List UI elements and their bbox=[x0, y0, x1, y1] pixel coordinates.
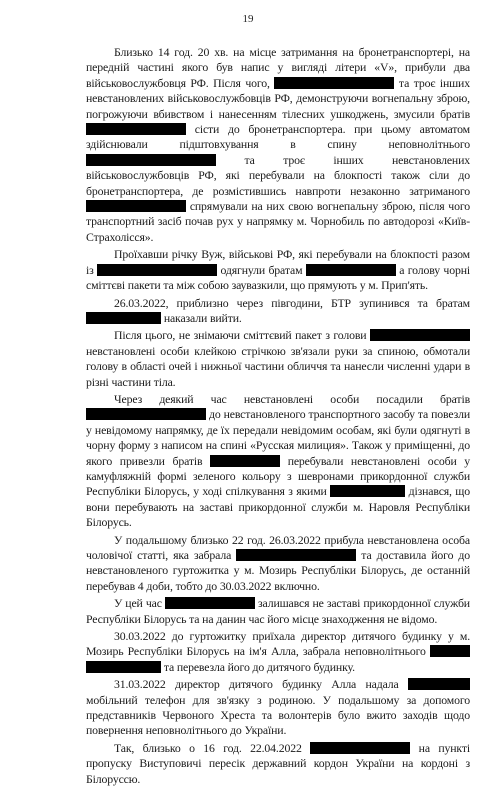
paragraph-5 bbox=[86, 392, 470, 531]
paragraph-7 bbox=[86, 596, 470, 627]
redaction-block bbox=[86, 408, 206, 420]
paragraph-text: залишався не заставі прикордонної служби Республіки Білорусь та на данин час його місце знаходження не відомо. bbox=[86, 596, 470, 626]
redaction-block bbox=[97, 264, 217, 276]
paragraph-text: та перевезла його до дитячого будинку. bbox=[163, 659, 355, 674]
paragraph-10 bbox=[86, 741, 470, 787]
redaction-block bbox=[165, 597, 255, 609]
paragraph-text: сісти до бронетранспортера. при цьому автоматом здійснювали підштовхування в спину неповнолітнього bbox=[86, 122, 470, 152]
paragraph-text: та троє інших невстановлених військовослужбовців РФ, демонструючи вогнепальну зброю, погрожуючи вбивством і нанесенням тілесних ушкоджень, змусили братів bbox=[86, 75, 470, 121]
redaction-block bbox=[310, 742, 410, 754]
paragraph-text: 26.03.2022, приблизно через півгодини, БТР зупинився та братам bbox=[114, 295, 470, 310]
paragraph-text: на пункті пропуску Виступовичі пересік державний кордон України на кордоні з Білоруссю. bbox=[86, 740, 470, 786]
redaction-block bbox=[86, 200, 186, 212]
redaction-block bbox=[86, 661, 161, 673]
paragraph-text: спрямували на них свою вогнепальну зброю, після чого транспортний засіб почав рух у напрямку м. Чорнобиль по автодорозі «Київ-Страхолісся». bbox=[86, 199, 470, 244]
paragraph-text: наказали вийти. bbox=[163, 310, 242, 325]
paragraph-text: одягнули братам bbox=[220, 262, 303, 277]
paragraph-9 bbox=[86, 677, 470, 739]
paragraph-text: та троє інших невстановлених військовослужбовців РФ, які перебували на блокпості також сіли до бронетранспортера, де розмістившись навпроти незаконно затриманого bbox=[86, 152, 470, 198]
redaction-block bbox=[236, 549, 356, 561]
redaction-block bbox=[370, 329, 470, 341]
paragraph-text: мобільний телефон для зв'язку з родиною. У подальшому за допомого представників Червоного Хреста та волонтерів було вжито заходів щодо повернення неповнолітнього до України. bbox=[86, 692, 470, 738]
paragraph-text: а голову чорні сміттєві пакети та між собою заувазкили, що прямують у м. Прип'ять. bbox=[86, 262, 471, 293]
redaction-block bbox=[86, 154, 216, 166]
paragraph-text: Так, близько о 16 год. 22.04.2022 bbox=[114, 740, 302, 755]
redaction-block bbox=[408, 678, 470, 690]
paragraph-text: до невстановленого транспортного засобу та повезли у невідомому напрямку, де їх передали невідомим особам, які були одягнуті в чорну форму з написом на спині «Русская милиция». Також у приміщенні, до якого привезли братів bbox=[86, 407, 470, 468]
paragraph-text: невстановлені особи клейкою стрічкою зв'язали руки за спиною, обмотали голову в області очей і нижньої частини обличчя та нанесли численні удари в різні частини тіла. bbox=[86, 343, 470, 389]
document-body bbox=[86, 45, 470, 787]
paragraph-text: 31.03.2022 директор дитячого будинку Алла надала bbox=[114, 677, 399, 692]
paragraph-text: Проїхавши річку Вуж, військові РФ, які перебували на блокпості разом із bbox=[86, 247, 470, 277]
paragraph-2 bbox=[86, 247, 470, 293]
paragraph-text: У цей час bbox=[114, 596, 162, 611]
redaction-block bbox=[86, 312, 161, 324]
paragraph-text: 30.03.2022 до гуртожитку приїхала директор дитячого будинку у м. Мозирь Республіки Білорусь на ім'я Алла, забрала неповнолітнього bbox=[86, 629, 470, 659]
paragraph-4 bbox=[86, 328, 470, 390]
paragraph-text: Через деякий час невстановлені особи посадили братів bbox=[114, 391, 470, 406]
page-number: 19 bbox=[242, 13, 254, 25]
paragraph-text: Близько 14 год. 20 хв. на місце затримання на бронетранспортері, на передній частині якого був напис у вигляді літери «V», прибули два військовослужбовця РФ. Після чого, bbox=[86, 45, 470, 90]
paragraph-1 bbox=[86, 45, 470, 245]
redaction-block bbox=[210, 455, 280, 467]
redaction-block bbox=[274, 77, 394, 89]
paragraph-8 bbox=[86, 629, 470, 675]
paragraph-text: та доставила його до невстановленого гуртожитка у м. Мозирь Республіки Білорусь, де останній перебував 4 доби, тобто до 30.03.2022 включно. bbox=[86, 548, 470, 593]
paragraph-text: У подальшому близько 22 год. 26.03.2022 прибула невстановлена особа чоловічої статті, яка забрала bbox=[86, 532, 470, 562]
paragraph-text: перебували невстановлені особи у камуфляжній формі зеленого кольору з шевронами прикордонної служби Республіки Білорусь, у ході спілкування з якими bbox=[86, 453, 471, 499]
redaction-block bbox=[330, 485, 405, 497]
paragraph-6 bbox=[86, 533, 470, 595]
redaction-block bbox=[86, 123, 186, 135]
paragraph-3 bbox=[86, 296, 470, 327]
paragraph-text: дізнався, що вони перебувають на заставі прикордонної служби м. Наровля Республіки Білорусь. bbox=[86, 484, 470, 530]
redaction-block bbox=[430, 645, 470, 657]
redaction-block bbox=[306, 264, 396, 276]
paragraph-text: Після цього, не знімаючи сміттєвий пакет з голови bbox=[114, 328, 367, 343]
